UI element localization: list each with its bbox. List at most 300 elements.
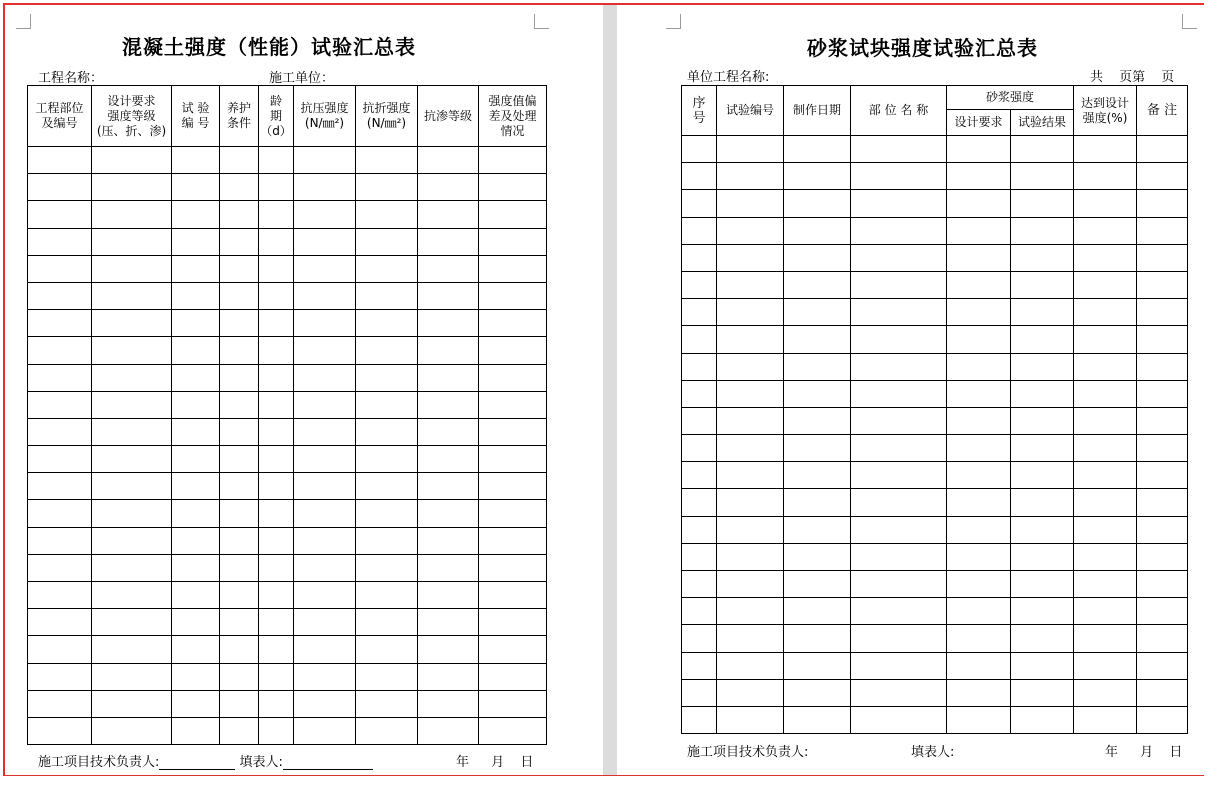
table-cell[interactable] [259, 636, 294, 663]
table-cell[interactable] [92, 310, 172, 337]
table-cell[interactable] [294, 147, 356, 174]
table-cell[interactable] [851, 271, 947, 298]
table-cell[interactable] [259, 554, 294, 581]
table-cell[interactable] [1137, 136, 1188, 163]
table-cell[interactable] [294, 255, 356, 282]
table-cell[interactable] [947, 652, 1011, 679]
table-cell[interactable] [851, 516, 947, 543]
table-cell[interactable] [784, 163, 851, 190]
table-cell[interactable] [479, 255, 547, 282]
table-cell[interactable] [717, 435, 784, 462]
table-cell[interactable] [418, 690, 479, 717]
table-cell[interactable] [356, 255, 418, 282]
table-cell[interactable] [172, 446, 220, 473]
table-cell[interactable] [717, 190, 784, 217]
table-cell[interactable] [717, 407, 784, 434]
table-cell[interactable] [92, 690, 172, 717]
table-cell[interactable] [294, 391, 356, 418]
table-cell[interactable] [784, 706, 851, 733]
table-cell[interactable] [1074, 163, 1137, 190]
table-cell[interactable] [92, 418, 172, 445]
table-cell[interactable] [92, 446, 172, 473]
table-cell[interactable] [1074, 299, 1137, 326]
table-cell[interactable] [1011, 326, 1074, 353]
table-cell[interactable] [479, 500, 547, 527]
table-cell[interactable] [92, 663, 172, 690]
table-cell[interactable] [947, 163, 1011, 190]
table-cell[interactable] [92, 527, 172, 554]
table-cell[interactable] [479, 337, 547, 364]
table-cell[interactable] [717, 326, 784, 353]
table-cell[interactable] [220, 228, 259, 255]
table-cell[interactable] [717, 244, 784, 271]
table-cell[interactable] [220, 337, 259, 364]
table-cell[interactable] [947, 435, 1011, 462]
table-cell[interactable] [259, 174, 294, 201]
table-cell[interactable] [479, 717, 547, 744]
table-cell[interactable] [717, 353, 784, 380]
table-cell[interactable] [479, 174, 547, 201]
filler-blank[interactable] [283, 755, 373, 770]
table-cell[interactable] [172, 418, 220, 445]
table-cell[interactable] [784, 625, 851, 652]
table-cell[interactable] [1011, 353, 1074, 380]
table-cell[interactable] [479, 690, 547, 717]
table-cell[interactable] [1137, 598, 1188, 625]
table-cell[interactable] [1074, 136, 1137, 163]
table-cell[interactable] [28, 174, 92, 201]
table-cell[interactable] [1137, 706, 1188, 733]
table-cell[interactable] [1074, 380, 1137, 407]
table-cell[interactable] [418, 228, 479, 255]
table-cell[interactable] [28, 500, 92, 527]
table-cell[interactable] [172, 690, 220, 717]
table-cell[interactable] [479, 609, 547, 636]
table-cell[interactable] [947, 679, 1011, 706]
table-cell[interactable] [947, 136, 1011, 163]
table-cell[interactable] [682, 271, 717, 298]
table-cell[interactable] [220, 310, 259, 337]
table-cell[interactable] [1074, 271, 1137, 298]
table-cell[interactable] [418, 582, 479, 609]
table-cell[interactable] [28, 446, 92, 473]
table-cell[interactable] [851, 652, 947, 679]
table-cell[interactable] [784, 598, 851, 625]
table-cell[interactable] [717, 271, 784, 298]
table-cell[interactable] [294, 500, 356, 527]
table-cell[interactable] [1074, 679, 1137, 706]
table-cell[interactable] [356, 582, 418, 609]
table-cell[interactable] [479, 527, 547, 554]
table-cell[interactable] [1011, 136, 1074, 163]
table-cell[interactable] [356, 337, 418, 364]
table-cell[interactable] [172, 337, 220, 364]
table-cell[interactable] [356, 364, 418, 391]
table-cell[interactable] [356, 282, 418, 309]
table-cell[interactable] [172, 364, 220, 391]
table-cell[interactable] [682, 543, 717, 570]
table-cell[interactable] [356, 391, 418, 418]
table-cell[interactable] [784, 136, 851, 163]
table-cell[interactable] [1011, 571, 1074, 598]
table-cell[interactable] [1011, 489, 1074, 516]
table-cell[interactable] [717, 163, 784, 190]
table-cell[interactable] [784, 353, 851, 380]
table-cell[interactable] [220, 201, 259, 228]
table-cell[interactable] [220, 174, 259, 201]
table-cell[interactable] [1137, 299, 1188, 326]
table-cell[interactable] [418, 446, 479, 473]
table-cell[interactable] [682, 217, 717, 244]
table-cell[interactable] [1074, 489, 1137, 516]
table-cell[interactable] [28, 391, 92, 418]
table-cell[interactable] [92, 636, 172, 663]
table-cell[interactable] [479, 147, 547, 174]
table-cell[interactable] [259, 582, 294, 609]
table-cell[interactable] [356, 663, 418, 690]
table-cell[interactable] [172, 582, 220, 609]
table-cell[interactable] [784, 217, 851, 244]
table-cell[interactable] [717, 598, 784, 625]
table-cell[interactable] [947, 571, 1011, 598]
table-cell[interactable] [92, 609, 172, 636]
table-cell[interactable] [947, 407, 1011, 434]
table-cell[interactable] [682, 136, 717, 163]
table-cell[interactable] [682, 706, 717, 733]
table-cell[interactable] [220, 364, 259, 391]
table-cell[interactable] [418, 282, 479, 309]
table-cell[interactable] [294, 446, 356, 473]
table-cell[interactable] [1137, 407, 1188, 434]
table-cell[interactable] [259, 201, 294, 228]
table-cell[interactable] [259, 446, 294, 473]
table-cell[interactable] [220, 473, 259, 500]
table-cell[interactable] [851, 244, 947, 271]
table-cell[interactable] [784, 679, 851, 706]
table-cell[interactable] [479, 282, 547, 309]
table-cell[interactable] [356, 473, 418, 500]
table-cell[interactable] [259, 717, 294, 744]
table-cell[interactable] [1137, 516, 1188, 543]
table-cell[interactable] [947, 217, 1011, 244]
table-cell[interactable] [92, 500, 172, 527]
table-cell[interactable] [1074, 217, 1137, 244]
table-cell[interactable] [682, 462, 717, 489]
table-cell[interactable] [28, 473, 92, 500]
table-cell[interactable] [259, 228, 294, 255]
table-cell[interactable] [28, 255, 92, 282]
table-cell[interactable] [28, 527, 92, 554]
table-cell[interactable] [172, 174, 220, 201]
table-cell[interactable] [418, 337, 479, 364]
table-cell[interactable] [1011, 543, 1074, 570]
table-cell[interactable] [1011, 462, 1074, 489]
table-cell[interactable] [259, 310, 294, 337]
table-cell[interactable] [1074, 516, 1137, 543]
table-cell[interactable] [851, 679, 947, 706]
table-cell[interactable] [356, 201, 418, 228]
table-cell[interactable] [172, 473, 220, 500]
table-cell[interactable] [479, 554, 547, 581]
table-cell[interactable] [220, 554, 259, 581]
table-cell[interactable] [259, 255, 294, 282]
table-cell[interactable] [682, 244, 717, 271]
table-cell[interactable] [220, 391, 259, 418]
table-cell[interactable] [1137, 489, 1188, 516]
table-cell[interactable] [947, 244, 1011, 271]
table-cell[interactable] [418, 174, 479, 201]
table-cell[interactable] [717, 516, 784, 543]
table-cell[interactable] [1011, 625, 1074, 652]
table-cell[interactable] [717, 706, 784, 733]
table-cell[interactable] [784, 299, 851, 326]
table-cell[interactable] [294, 282, 356, 309]
table-cell[interactable] [1011, 435, 1074, 462]
table-cell[interactable] [172, 500, 220, 527]
table-cell[interactable] [682, 571, 717, 598]
table-cell[interactable] [220, 500, 259, 527]
table-cell[interactable] [1137, 571, 1188, 598]
table-cell[interactable] [682, 625, 717, 652]
table-cell[interactable] [259, 473, 294, 500]
table-cell[interactable] [682, 407, 717, 434]
table-cell[interactable] [28, 582, 92, 609]
table-cell[interactable] [947, 516, 1011, 543]
table-cell[interactable] [851, 407, 947, 434]
table-cell[interactable] [479, 636, 547, 663]
table-cell[interactable] [92, 554, 172, 581]
table-cell[interactable] [172, 717, 220, 744]
table-cell[interactable] [1137, 625, 1188, 652]
table-cell[interactable] [1011, 407, 1074, 434]
table-cell[interactable] [717, 136, 784, 163]
table-cell[interactable] [947, 462, 1011, 489]
table-cell[interactable] [947, 353, 1011, 380]
table-cell[interactable] [418, 500, 479, 527]
table-cell[interactable] [1011, 679, 1074, 706]
table-cell[interactable] [851, 625, 947, 652]
table-cell[interactable] [356, 636, 418, 663]
table-cell[interactable] [418, 554, 479, 581]
table-cell[interactable] [784, 380, 851, 407]
table-cell[interactable] [479, 418, 547, 445]
table-cell[interactable] [259, 609, 294, 636]
table-cell[interactable] [172, 147, 220, 174]
table-cell[interactable] [682, 299, 717, 326]
table-cell[interactable] [784, 435, 851, 462]
table-cell[interactable] [220, 636, 259, 663]
table-cell[interactable] [418, 255, 479, 282]
table-cell[interactable] [294, 337, 356, 364]
table-cell[interactable] [851, 571, 947, 598]
table-cell[interactable] [172, 255, 220, 282]
table-cell[interactable] [682, 190, 717, 217]
table-cell[interactable] [784, 489, 851, 516]
table-cell[interactable] [947, 326, 1011, 353]
table-cell[interactable] [356, 527, 418, 554]
table-cell[interactable] [28, 418, 92, 445]
table-cell[interactable] [92, 174, 172, 201]
table-cell[interactable] [92, 228, 172, 255]
table-cell[interactable] [220, 446, 259, 473]
table-cell[interactable] [28, 364, 92, 391]
table-cell[interactable] [1074, 407, 1137, 434]
table-cell[interactable] [220, 609, 259, 636]
table-cell[interactable] [92, 201, 172, 228]
table-cell[interactable] [294, 582, 356, 609]
table-cell[interactable] [356, 147, 418, 174]
table-cell[interactable] [1074, 625, 1137, 652]
table-cell[interactable] [1137, 271, 1188, 298]
table-cell[interactable] [851, 435, 947, 462]
table-cell[interactable] [92, 582, 172, 609]
table-cell[interactable] [479, 473, 547, 500]
table-cell[interactable] [717, 625, 784, 652]
table-cell[interactable] [294, 473, 356, 500]
table-cell[interactable] [172, 282, 220, 309]
table-cell[interactable] [717, 380, 784, 407]
table-cell[interactable] [92, 282, 172, 309]
table-cell[interactable] [92, 717, 172, 744]
table-cell[interactable] [172, 554, 220, 581]
table-cell[interactable] [479, 582, 547, 609]
table-cell[interactable] [784, 652, 851, 679]
table-cell[interactable] [418, 609, 479, 636]
table-cell[interactable] [418, 364, 479, 391]
table-cell[interactable] [1074, 706, 1137, 733]
table-cell[interactable] [418, 418, 479, 445]
table-cell[interactable] [1011, 244, 1074, 271]
table-cell[interactable] [418, 310, 479, 337]
table-cell[interactable] [294, 663, 356, 690]
table-cell[interactable] [851, 353, 947, 380]
table-cell[interactable] [220, 717, 259, 744]
table-cell[interactable] [294, 201, 356, 228]
table-cell[interactable] [1137, 217, 1188, 244]
table-cell[interactable] [784, 462, 851, 489]
table-cell[interactable] [717, 489, 784, 516]
table-cell[interactable] [947, 489, 1011, 516]
table-cell[interactable] [1011, 706, 1074, 733]
table-cell[interactable] [172, 228, 220, 255]
table-cell[interactable] [172, 201, 220, 228]
table-cell[interactable] [294, 717, 356, 744]
table-cell[interactable] [294, 364, 356, 391]
table-cell[interactable] [851, 163, 947, 190]
table-cell[interactable] [1074, 190, 1137, 217]
table-cell[interactable] [259, 527, 294, 554]
table-cell[interactable] [1011, 516, 1074, 543]
table-cell[interactable] [1137, 353, 1188, 380]
table-cell[interactable] [479, 663, 547, 690]
table-cell[interactable] [356, 174, 418, 201]
table-cell[interactable] [682, 489, 717, 516]
table-cell[interactable] [784, 407, 851, 434]
table-cell[interactable] [1074, 462, 1137, 489]
table-cell[interactable] [1011, 190, 1074, 217]
table-cell[interactable] [294, 527, 356, 554]
table-cell[interactable] [418, 527, 479, 554]
table-cell[interactable] [717, 462, 784, 489]
table-cell[interactable] [1137, 435, 1188, 462]
table-cell[interactable] [172, 636, 220, 663]
table-cell[interactable] [172, 527, 220, 554]
table-cell[interactable] [1011, 299, 1074, 326]
table-cell[interactable] [294, 174, 356, 201]
table-cell[interactable] [220, 582, 259, 609]
table-cell[interactable] [1074, 244, 1137, 271]
table-cell[interactable] [220, 418, 259, 445]
table-cell[interactable] [356, 690, 418, 717]
table-cell[interactable] [947, 598, 1011, 625]
table-cell[interactable] [28, 663, 92, 690]
table-cell[interactable] [28, 609, 92, 636]
table-cell[interactable] [851, 489, 947, 516]
table-cell[interactable] [851, 462, 947, 489]
table-cell[interactable] [717, 543, 784, 570]
table-cell[interactable] [947, 706, 1011, 733]
table-cell[interactable] [1074, 598, 1137, 625]
table-cell[interactable] [479, 446, 547, 473]
table-cell[interactable] [294, 418, 356, 445]
table-cell[interactable] [851, 598, 947, 625]
table-cell[interactable] [418, 663, 479, 690]
table-cell[interactable] [172, 310, 220, 337]
table-cell[interactable] [1011, 380, 1074, 407]
table-cell[interactable] [682, 353, 717, 380]
table-cell[interactable] [682, 516, 717, 543]
table-cell[interactable] [717, 571, 784, 598]
table-cell[interactable] [1074, 353, 1137, 380]
tech-director-blank[interactable] [159, 755, 235, 770]
table-cell[interactable] [784, 326, 851, 353]
table-cell[interactable] [851, 543, 947, 570]
table-cell[interactable] [418, 717, 479, 744]
table-cell[interactable] [1137, 652, 1188, 679]
table-cell[interactable] [28, 310, 92, 337]
table-cell[interactable] [1011, 271, 1074, 298]
table-cell[interactable] [172, 609, 220, 636]
table-cell[interactable] [479, 201, 547, 228]
table-cell[interactable] [259, 663, 294, 690]
table-cell[interactable] [259, 418, 294, 445]
table-cell[interactable] [356, 446, 418, 473]
table-cell[interactable] [1137, 163, 1188, 190]
table-cell[interactable] [418, 473, 479, 500]
table-cell[interactable] [1074, 326, 1137, 353]
table-cell[interactable] [220, 663, 259, 690]
table-cell[interactable] [259, 690, 294, 717]
table-cell[interactable] [356, 418, 418, 445]
table-cell[interactable] [356, 609, 418, 636]
table-cell[interactable] [220, 282, 259, 309]
table-cell[interactable] [947, 625, 1011, 652]
table-cell[interactable] [294, 636, 356, 663]
table-cell[interactable] [1074, 543, 1137, 570]
table-cell[interactable] [259, 282, 294, 309]
table-cell[interactable] [356, 500, 418, 527]
table-cell[interactable] [1074, 571, 1137, 598]
table-cell[interactable] [947, 543, 1011, 570]
table-cell[interactable] [851, 190, 947, 217]
table-cell[interactable] [1137, 679, 1188, 706]
table-cell[interactable] [1137, 190, 1188, 217]
table-cell[interactable] [28, 147, 92, 174]
table-cell[interactable] [784, 571, 851, 598]
table-cell[interactable] [259, 337, 294, 364]
table-cell[interactable] [259, 147, 294, 174]
table-cell[interactable] [851, 326, 947, 353]
